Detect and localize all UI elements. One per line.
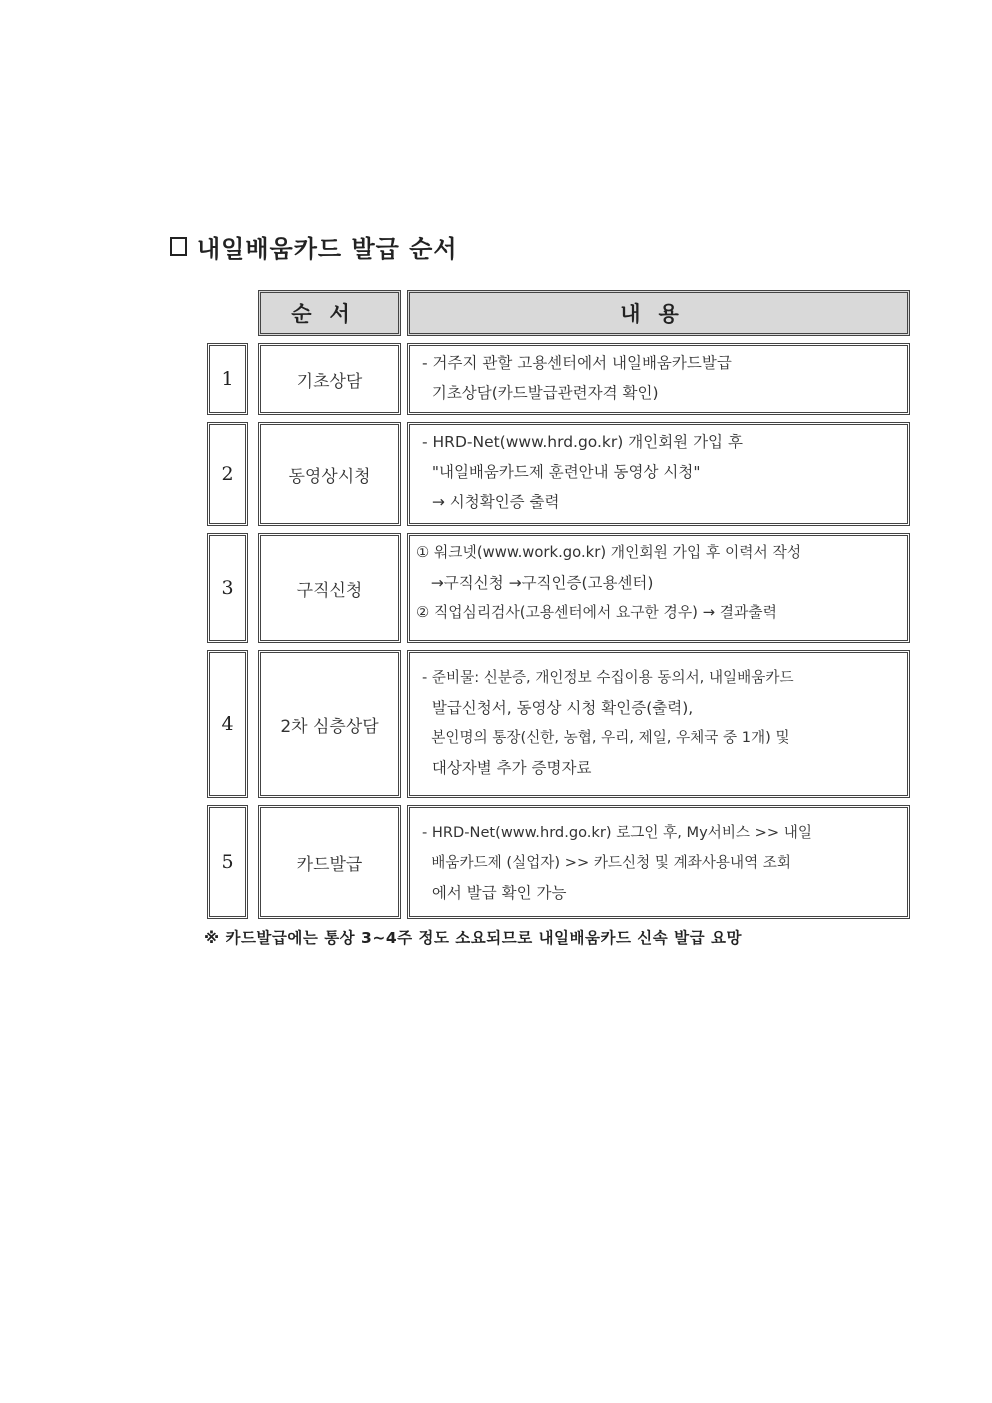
row-number: 1 [207,343,248,415]
step-name: 2차 심층상담 [258,650,401,798]
row-number: 3 [207,533,248,643]
step-content [407,422,910,526]
checkbox-square-icon [170,237,187,256]
step-content [407,343,910,415]
content-line: 배움카드제 (실업자) >> 카드신청 및 계좌사용내역 조회 [422,854,792,871]
row-number: 4 [207,650,248,798]
content-line: 대상자별 추가 증명자료 [422,759,592,777]
page-title: 내일배움카드 발급 순서 [197,234,458,263]
content-line: "내일배움카드제 훈련안내 동영상 시청" [422,463,701,481]
step-name: 카드발급 [258,805,401,919]
footnote: ※ 카드발급에는 통상 3~4주 정도 소요되므로 내일배움카드 신속 발급 요망 [204,929,742,947]
step-content [407,533,910,643]
content-line: 기초상담(카드발급관련자격 확인) [422,384,659,402]
content-line: →구직신청 →구직인증(고용센터) [416,574,654,592]
content-line: - HRD-Net(www.hrd.go.kr) 로그인 후, My서비스 >> 내일 [422,824,812,841]
row-number: 2 [207,422,248,526]
content-line: - 준비물: 신분증, 개인정보 수집이용 동의서, 내일배움카드 [422,669,794,686]
step-content [407,805,910,919]
content-line: 본인명의 통장(신한, 농협, 우리, 제일, 우체국 중 1개) 및 [422,729,790,746]
step-name: 동영상시청 [258,422,401,526]
header-content: 내용 [407,290,910,336]
page-heading [170,226,458,266]
content-line: 에서 발급 확인 가능 [422,884,567,902]
content-line: ① 워크넷(www.work.go.kr) 개인회원 가입 후 이력서 작성 [416,544,802,561]
content-line: - HRD-Net(www.hrd.go.kr) 개인회원 가입 후 [422,433,743,451]
step-name: 구직신청 [258,533,401,643]
content-line: - 거주지 관할 고용센터에서 내일배움카드발급 [422,354,732,372]
content-line: → 시청확인증 출력 [422,493,560,511]
header-order: 순서 [258,290,401,336]
content-line: 발급신청서, 동영상 시청 확인증(출력), [422,699,694,717]
step-content [407,650,910,798]
step-name: 기초상담 [258,343,401,415]
content-line: ② 직업심리검사(고용센터에서 요구한 경우) → 결과출력 [416,604,777,621]
row-number: 5 [207,805,248,919]
